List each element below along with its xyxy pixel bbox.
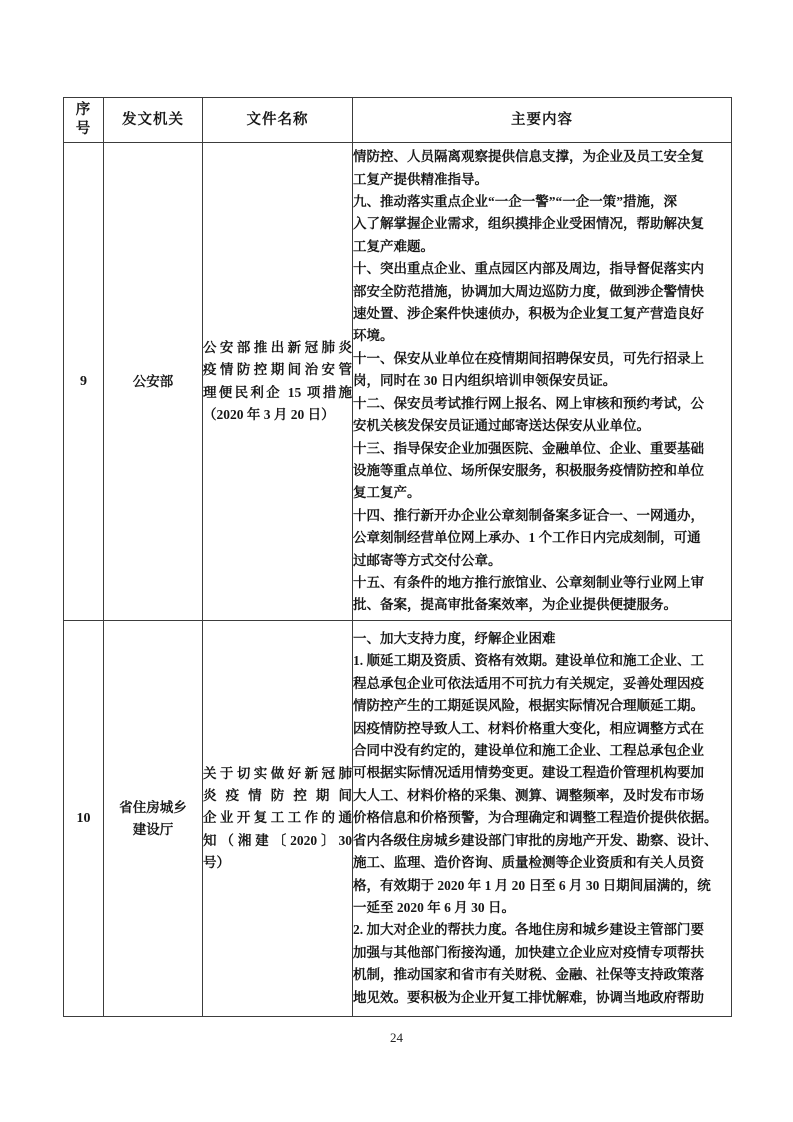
header-agency: [104, 98, 203, 143]
row-index: 9: [64, 143, 104, 621]
header-content: [353, 98, 732, 143]
table-row: [64, 143, 732, 621]
header-content-label: 主要内容: [511, 111, 573, 128]
issuing-agency: 省住房城乡 建设厅: [104, 621, 203, 1017]
page-number: 24: [390, 1030, 403, 1045]
header-index: 序 号: [64, 98, 104, 143]
table-row: [64, 621, 732, 1017]
document-name: 关于切实做好新冠肺 炎疫情防控期间 企业开复工工作的通 知（湘建〔2020〕30 号）: [203, 621, 353, 1017]
row-index: 10: [64, 621, 104, 1017]
document-name: 公安部推出新冠肺炎 疫情防控期间治安管 理便民利企 15 项措施 （2020 年 3 月 20 日）: [203, 143, 353, 621]
table-header-row: [64, 98, 732, 143]
header-name: [203, 98, 353, 143]
main-content: 情防控、人员隔离观察提供信息支撑，为企业及员工安全复 工复产提供精准指导。 九、推动落实重点企业“一企一警”“一企一策”措施，深 入了解掌握企业需求，组织摸排企业受困情况，帮助解决复 工复产难题。 十、突出重点企业、重点园区内部及周边，指导督促落实内 部安全防范措施，协调加大周边巡防力度，做到涉企警情快 速处置、涉企案件快速侦办，积极为企业复工复产营造良好 环境。 十一、保安从业单位在疫情期间招聘保安员，可先行招录上 岗，同时在 30 日内组织培训申领保安员证。 十二、保安员考试推行网上报名、网上审核和预约考试，公 安机关核发保安员证通过邮寄送达保安从业单位。 十三、指导保安企业加强医院、金融单位、企业、重要基础 设施等重点单位、场所保安服务，积极服务疫情防控和单位 复工复产。 十四、推行新开办企业公章刻制备案多证合一、一网通办， 公章刻制经营单位网上承办、1 个工作日内完成刻制，可通 过邮寄等方式交付公章。 十五、有条件的地方推行旅馆业、公章刻制业等行业网上审 批、备案，提高审批备案效率，为企业提供便捷服务。: [353, 143, 732, 621]
main-content: 一、加大支持力度，纾解企业困难 1. 顺延工期及资质、资格有效期。建设单位和施工企业、工 程总承包企业可依法适用不可抗力有关规定，妥善处理因疫 情防控产生的工期延误风险，根据实际情况合理顺延工期。 因疫情防控导致人工、材料价格重大变化，相应调整方式在 合同中没有约定的，建设单位和施工企业、工程总承包企业 可根据实际情况适用情势变更。建设工程造价管理机构要加 大人工、材料价格的采集、测算、调整频率，及时发布市场 价格信息和价格预警，为合理确定和调整工程造价提供依据。 省内各级住房城乡建设部门审批的房地产开发、勘察、设计、 施工、监理、造价咨询、质量检测等企业资质和有关人员资 格，有效期于 2020 年 1 月 20 日至 6 月 30 日期间届满的，统 一延至 2020 年 6 月 30 日。 2. 加大对企业的帮扶力度。各地住房和城乡建设主管部门要 加强与其他部门衔接沟通，加快建立企业应对疫情专项帮扶 机制，推动国家和省市有关财税、金融、社保等支持政策落 地见效。要积极为企业开复工排忧解难，协调当地政府帮助: [353, 621, 732, 1017]
header-name-label: 文件名称: [246, 111, 309, 128]
header-agency-label: 发文机关: [122, 111, 184, 128]
issuing-agency: 公安部: [104, 143, 203, 621]
policy-table: [63, 97, 732, 1017]
